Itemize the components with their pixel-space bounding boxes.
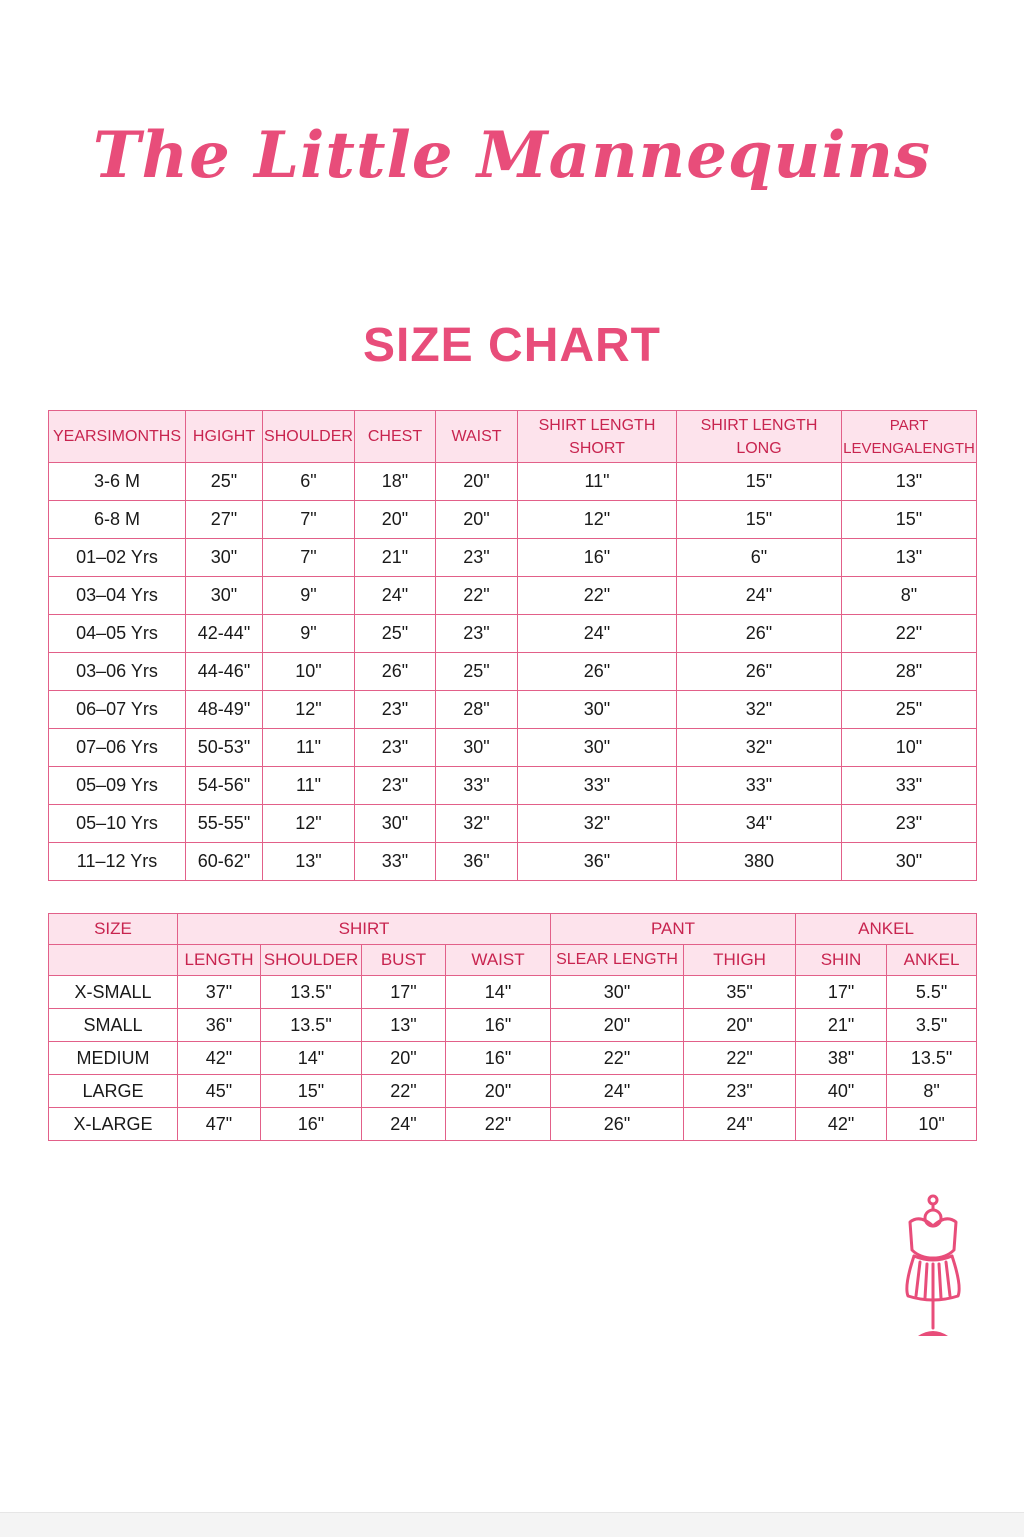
page-title: SIZE CHART — [363, 319, 661, 372]
table-cell: 33" — [518, 767, 677, 805]
table-cell: 10" — [263, 653, 355, 691]
table-cell: 24" — [677, 577, 842, 615]
adult-size-table — [48, 913, 977, 1141]
table-row — [49, 615, 977, 653]
table-cell: MEDIUM — [49, 1042, 178, 1075]
table-row — [49, 501, 977, 539]
table-cell: 36" — [178, 1009, 261, 1042]
table-cell: 20" — [551, 1009, 684, 1042]
table-cell: 3-6 M — [49, 463, 186, 501]
table-cell: 22" — [362, 1075, 446, 1108]
table-cell: 03–06 Yrs — [49, 653, 186, 691]
column-header: SLEAR LENGTH — [551, 945, 684, 976]
table-cell: 33" — [677, 767, 842, 805]
column-header: WAIST — [436, 411, 518, 463]
column-header: YEARSIMONTHS — [49, 411, 186, 463]
table-cell: X-LARGE — [49, 1108, 178, 1141]
table-cell: LARGE — [49, 1075, 178, 1108]
table-cell: 48-49" — [186, 691, 263, 729]
table-cell: 27" — [186, 501, 263, 539]
table-cell: 5.5" — [887, 976, 977, 1009]
table-cell: 50-53" — [186, 729, 263, 767]
table-cell: 42" — [178, 1042, 261, 1075]
column-header: LENGTH — [178, 945, 261, 976]
table-cell: 44-46" — [186, 653, 263, 691]
table-cell: 22" — [518, 577, 677, 615]
table-cell: 23" — [355, 691, 436, 729]
table-cell: 12" — [518, 501, 677, 539]
table-cell: 24" — [355, 577, 436, 615]
table-cell: 37" — [178, 976, 261, 1009]
bottom-bar — [0, 1512, 1024, 1537]
table-cell: 55-55" — [186, 805, 263, 843]
table-row — [49, 691, 977, 729]
table-cell: 23" — [436, 539, 518, 577]
table-cell: 7" — [263, 539, 355, 577]
table-cell: 36" — [518, 843, 677, 881]
table-cell: 35" — [684, 976, 796, 1009]
table-cell: 18" — [355, 463, 436, 501]
table-cell: 30" — [186, 539, 263, 577]
table-cell: 23" — [842, 805, 977, 843]
table-cell: 13" — [263, 843, 355, 881]
table-row — [49, 1075, 977, 1108]
table-cell: 16" — [261, 1108, 362, 1141]
table-cell: 9" — [263, 615, 355, 653]
column-header: WAIST — [446, 945, 551, 976]
table-cell: 9" — [263, 577, 355, 615]
group-header-pant: PANT — [551, 914, 796, 945]
table-cell: 16" — [518, 539, 677, 577]
table-cell: 26" — [551, 1108, 684, 1141]
brand-logo: The Little Mannequins — [92, 118, 932, 193]
table-cell: 17" — [796, 976, 887, 1009]
table-cell: 16" — [446, 1042, 551, 1075]
table-cell: 11" — [263, 767, 355, 805]
table-cell: 12" — [263, 691, 355, 729]
table-cell: 26" — [677, 653, 842, 691]
table-cell: 22" — [436, 577, 518, 615]
column-header: SHOULDER — [261, 945, 362, 976]
table-cell: 30" — [842, 843, 977, 881]
table-cell: 11–12 Yrs — [49, 843, 186, 881]
table-cell: 47" — [178, 1108, 261, 1141]
table-cell: 33" — [436, 767, 518, 805]
table-cell: 13" — [842, 539, 977, 577]
table-cell: 30" — [355, 805, 436, 843]
table-cell: 10" — [887, 1108, 977, 1141]
table-cell: 20" — [446, 1075, 551, 1108]
table-cell: 21" — [355, 539, 436, 577]
table-cell: 25" — [186, 463, 263, 501]
table-cell: 42-44" — [186, 615, 263, 653]
adult-subheader-row — [49, 945, 977, 976]
table-cell: 23" — [355, 767, 436, 805]
table-cell: 23" — [355, 729, 436, 767]
table-row — [49, 1009, 977, 1042]
table-cell: 22" — [446, 1108, 551, 1141]
table-cell: 13" — [842, 463, 977, 501]
table-cell: 15" — [842, 501, 977, 539]
table-cell: X-SMALL — [49, 976, 178, 1009]
table-cell: 20" — [355, 501, 436, 539]
table-cell: 20" — [436, 463, 518, 501]
table-cell: 32" — [436, 805, 518, 843]
table-cell: 45" — [178, 1075, 261, 1108]
table-row — [49, 577, 977, 615]
table-cell: 30" — [518, 691, 677, 729]
column-header: BUST — [362, 945, 446, 976]
table-row — [49, 1042, 977, 1075]
table-cell: 22" — [551, 1042, 684, 1075]
table-cell: 38" — [796, 1042, 887, 1075]
group-header-shirt: SHIRT — [178, 914, 551, 945]
column-header: THIGH — [684, 945, 796, 976]
table-cell: 26" — [677, 615, 842, 653]
mannequin-icon — [898, 1192, 968, 1338]
table-cell: 3.5" — [887, 1009, 977, 1042]
table-row — [49, 843, 977, 881]
table-row — [49, 729, 977, 767]
table-cell: 06–07 Yrs — [49, 691, 186, 729]
table-cell: 42" — [796, 1108, 887, 1141]
table-cell: 17" — [362, 976, 446, 1009]
column-header: SHIRT LENGTH SHORT — [518, 411, 677, 463]
table-cell: 25" — [436, 653, 518, 691]
column-header: ANKEL — [887, 945, 977, 976]
table-cell: 03–04 Yrs — [49, 577, 186, 615]
table-row — [49, 767, 977, 805]
table-row — [49, 539, 977, 577]
table-cell: 13.5" — [261, 1009, 362, 1042]
table-cell: 8" — [887, 1075, 977, 1108]
table-row — [49, 805, 977, 843]
empty-header-cell — [49, 945, 178, 976]
table-cell: 8" — [842, 577, 977, 615]
table-cell: 11" — [263, 729, 355, 767]
kids-header-row — [49, 411, 977, 463]
table-row — [49, 463, 977, 501]
table-cell: 7" — [263, 501, 355, 539]
kids-size-table — [48, 410, 977, 881]
table-cell: 21" — [796, 1009, 887, 1042]
table-cell: 13.5" — [261, 976, 362, 1009]
column-header: SHOULDER — [263, 411, 355, 463]
table-cell: 33" — [355, 843, 436, 881]
table-cell: 36" — [436, 843, 518, 881]
table-row — [49, 653, 977, 691]
table-cell: 28" — [842, 653, 977, 691]
table-cell: 34" — [677, 805, 842, 843]
table-cell: 05–10 Yrs — [49, 805, 186, 843]
table-cell: 23" — [436, 615, 518, 653]
table-cell: SMALL — [49, 1009, 178, 1042]
table-cell: 15" — [677, 501, 842, 539]
table-cell: 01–02 Yrs — [49, 539, 186, 577]
table-cell: 6-8 M — [49, 501, 186, 539]
table-cell: 12" — [263, 805, 355, 843]
table-cell: 14" — [446, 976, 551, 1009]
table-cell: 60-62" — [186, 843, 263, 881]
table-cell: 32" — [518, 805, 677, 843]
table-cell: 33" — [842, 767, 977, 805]
table-cell: 32" — [677, 729, 842, 767]
table-cell: 22" — [684, 1042, 796, 1075]
table-cell: 6" — [677, 539, 842, 577]
table-cell: 26" — [355, 653, 436, 691]
table-cell: 24" — [684, 1108, 796, 1141]
column-header: CHEST — [355, 411, 436, 463]
table-cell: 16" — [446, 1009, 551, 1042]
table-row — [49, 976, 977, 1009]
column-header: SHIRT LENGTH LONG — [677, 411, 842, 463]
table-cell: 20" — [684, 1009, 796, 1042]
table-cell: 6" — [263, 463, 355, 501]
table-cell: 40" — [796, 1075, 887, 1108]
table-cell: 20" — [362, 1042, 446, 1075]
table-cell: 04–05 Yrs — [49, 615, 186, 653]
table-cell: 30" — [186, 577, 263, 615]
table-cell: 24" — [362, 1108, 446, 1141]
table-cell: 13" — [362, 1009, 446, 1042]
table-cell: 23" — [684, 1075, 796, 1108]
table-cell: 25" — [355, 615, 436, 653]
table-cell: 28" — [436, 691, 518, 729]
column-header: SHIN — [796, 945, 887, 976]
table-cell: 30" — [436, 729, 518, 767]
table-cell: 15" — [261, 1075, 362, 1108]
table-cell: 30" — [518, 729, 677, 767]
group-header-ankel: ANKEL — [796, 914, 977, 945]
column-header: PART LEVENGALENGTH — [842, 411, 977, 463]
adult-group-row — [49, 914, 977, 945]
table-cell: 05–09 Yrs — [49, 767, 186, 805]
table-cell: 26" — [518, 653, 677, 691]
table-cell: 22" — [842, 615, 977, 653]
table-row — [49, 1108, 977, 1141]
group-header-size: SIZE — [49, 914, 178, 945]
table-cell: 54-56" — [186, 767, 263, 805]
table-cell: 380 — [677, 843, 842, 881]
table-cell: 30" — [551, 976, 684, 1009]
table-cell: 25" — [842, 691, 977, 729]
column-header: HGIGHT — [186, 411, 263, 463]
table-cell: 15" — [677, 463, 842, 501]
table-cell: 20" — [436, 501, 518, 539]
table-cell: 07–06 Yrs — [49, 729, 186, 767]
table-cell: 13.5" — [887, 1042, 977, 1075]
table-cell: 24" — [551, 1075, 684, 1108]
table-cell: 24" — [518, 615, 677, 653]
table-cell: 14" — [261, 1042, 362, 1075]
table-cell: 11" — [518, 463, 677, 501]
table-cell: 10" — [842, 729, 977, 767]
table-cell: 32" — [677, 691, 842, 729]
